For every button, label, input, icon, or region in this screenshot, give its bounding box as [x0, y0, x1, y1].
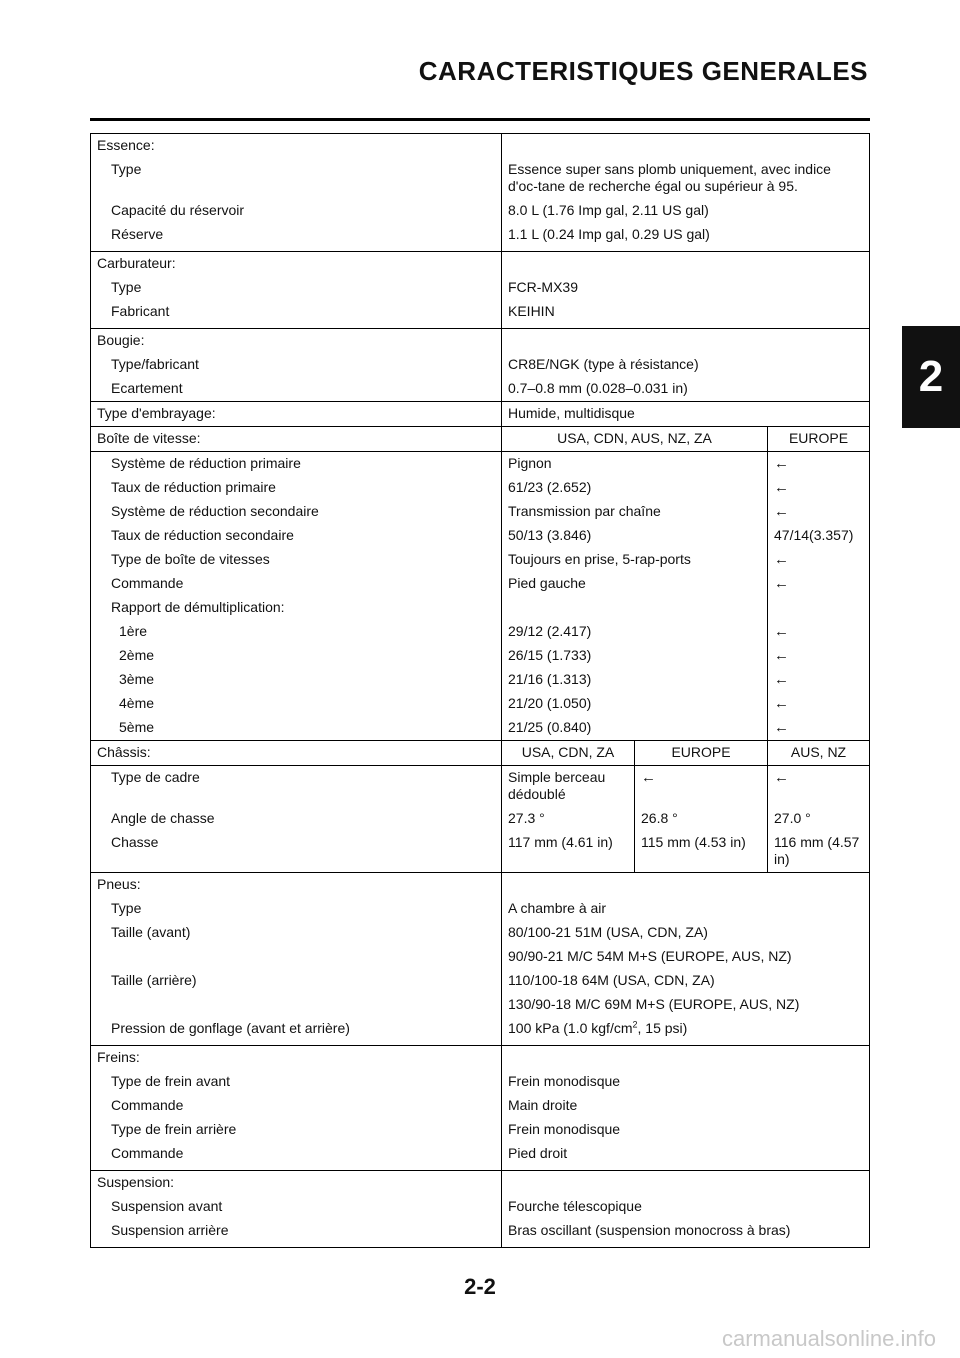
spec-label: Type [91, 276, 502, 300]
table-row [91, 1070, 870, 1094]
table-row [91, 134, 870, 159]
section-heading-chassis: Châssis: [91, 741, 502, 766]
spec-label: Commande [91, 572, 502, 596]
table-row [91, 969, 870, 993]
gear-label: 2ème [91, 644, 502, 668]
superscript: 2 [632, 1019, 638, 1030]
spec-value: 50/13 (3.846) [502, 524, 768, 548]
table-row [91, 644, 870, 668]
spec-label: Pression de gonflage (avant et arrière) [91, 1017, 502, 1046]
table-row [91, 158, 870, 199]
spec-value: Fourche télescopique [508, 1198, 642, 1214]
spec-label: Chasse [91, 831, 502, 873]
spec-label: Type de frein arrière [91, 1118, 502, 1142]
spec-value: Pied droit [508, 1145, 568, 1161]
spec-value: 47/14(3.357) [774, 527, 854, 543]
table-row [91, 572, 870, 596]
same-as-left-arrow: ← [774, 719, 789, 736]
spec-label: Ecartement [91, 377, 502, 402]
spec-label: Suspension arrière [91, 1219, 502, 1248]
spec-value: Bras oscillant (suspension monocross à bras) [508, 1222, 791, 1238]
spec-value: Humide, multidisque [502, 402, 870, 427]
spec-label: Rapport de démultiplication: [91, 596, 502, 620]
section-heading-fuel: Essence: [91, 134, 502, 159]
spec-value: 29/12 (2.417) [502, 620, 768, 644]
section-heading-brakes: Freins: [91, 1046, 502, 1071]
same-as-left-arrow: ← [774, 551, 789, 568]
spec-label: Type [91, 897, 502, 921]
spec-label: Type [91, 158, 502, 199]
column-header: USA, CDN, ZA [502, 741, 635, 766]
table-row [91, 452, 870, 477]
table-row [91, 897, 870, 921]
table-row [91, 252, 870, 277]
spec-value: 21/25 (0.840) [502, 716, 768, 741]
page-number: 2-2 [464, 1274, 496, 1299]
gear-label: 5ème [91, 716, 502, 741]
table-row [91, 476, 870, 500]
table-row [91, 1094, 870, 1118]
spec-value: Essence super sans plomb uniquement, avec indice d'oc-tane de recherche égal ou supérieur à 95. [508, 161, 831, 194]
same-as-left-arrow: ← [635, 766, 768, 808]
spec-value: KEIHIN [508, 303, 555, 319]
spec-value: 1.1 L (0.24 Imp gal, 0.29 US gal) [508, 226, 710, 242]
spec-value: 26/15 (1.733) [502, 644, 768, 668]
same-as-left-arrow: ← [774, 647, 789, 664]
spec-value: Frein monodisque [508, 1121, 621, 1137]
spec-label: Fabricant [91, 300, 502, 329]
spec-label: Taille (arrière) [91, 969, 502, 993]
table-row [91, 807, 870, 831]
same-as-left-arrow: ← [774, 671, 789, 688]
table-row [91, 1017, 870, 1046]
spec-value: 21/20 (1.050) [502, 692, 768, 716]
table-row [91, 620, 870, 644]
table-row [91, 427, 870, 452]
spec-label: Taux de réduction primaire [91, 476, 502, 500]
spec-value [502, 1017, 870, 1046]
table-row [91, 1171, 870, 1196]
spec-label: Commande [91, 1142, 502, 1171]
table-row [91, 377, 870, 402]
spec-value: Transmission par chaîne [502, 500, 768, 524]
spec-value: 80/100-21 51M (USA, CDN, ZA) [508, 924, 708, 940]
table-row [91, 1046, 870, 1071]
page-title: CARACTERISTIQUES GENERALES [418, 56, 868, 86]
spec-label: Type de boîte de vitesses [91, 548, 502, 572]
spec-value: Pignon [502, 452, 768, 477]
section-heading-spark-plug: Bougie: [91, 329, 502, 354]
table-row [91, 692, 870, 716]
section-heading-carburetor: Carburateur: [91, 252, 502, 277]
spec-value: Main droite [508, 1097, 578, 1113]
spec-value: 90/90-21 M/C 54M M+S (EUROPE, AUS, NZ) [508, 948, 792, 964]
table-row [91, 329, 870, 354]
gear-label: 4ème [91, 692, 502, 716]
spec-value: 130/90-18 M/C 69M M+S (EUROPE, AUS, NZ) [508, 996, 800, 1012]
table-row [91, 276, 870, 300]
column-header: EUROPE [768, 427, 870, 452]
section-heading-transmission: Boîte de vitesse: [91, 427, 502, 452]
spec-label: Angle de chasse [91, 807, 502, 831]
spec-value: Pied gauche [502, 572, 768, 596]
spec-label: Capacité du réservoir [91, 199, 502, 223]
spec-label: Taux de réduction secondaire [91, 524, 502, 548]
same-as-left-arrow: ← [774, 455, 789, 472]
table-row [91, 524, 870, 548]
column-header: EUROPE [635, 741, 768, 766]
spec-label: Système de réduction primaire [91, 452, 502, 477]
spec-value: Frein monodisque [508, 1073, 621, 1089]
spec-value: 116 mm (4.57 in) [774, 834, 860, 867]
same-as-left-arrow: ← [774, 769, 789, 786]
table-row [91, 1142, 870, 1171]
table-row [91, 668, 870, 692]
pressure-text: 100 kPa (1.0 kgf/cm [508, 1020, 633, 1036]
pressure-text: , 15 psi) [637, 1020, 688, 1036]
section-heading-suspension: Suspension: [91, 1171, 502, 1196]
table-row [91, 993, 870, 1017]
table-row [91, 353, 870, 377]
table-row [91, 716, 870, 741]
table-row [91, 1118, 870, 1142]
header-rule [90, 118, 870, 121]
spec-label: Réserve [91, 223, 502, 252]
table-row [91, 199, 870, 223]
spec-value: 61/23 (2.652) [502, 476, 768, 500]
spec-value: 8.0 L (1.76 Imp gal, 2.11 US gal) [508, 202, 709, 218]
spec-label: Type de frein avant [91, 1070, 502, 1094]
same-as-left-arrow: ← [774, 503, 789, 520]
spec-value: 110/100-18 64M (USA, CDN, ZA) [508, 972, 715, 988]
same-as-left-arrow: ← [774, 695, 789, 712]
table-row [91, 945, 870, 969]
same-as-left-arrow: ← [774, 575, 789, 592]
spec-label: Suspension avant [91, 1195, 502, 1219]
spec-value: FCR-MX39 [508, 279, 579, 295]
table-row [91, 831, 870, 873]
table-row [91, 1219, 870, 1248]
spec-value: A chambre à air [508, 900, 607, 916]
spec-value: 0.7–0.8 mm (0.028–0.031 in) [508, 380, 688, 396]
spec-value: 27.0 ° [774, 810, 811, 826]
spec-value: 117 mm (4.61 in) [502, 831, 635, 873]
table-row [91, 402, 870, 427]
spec-label: Type d'embrayage: [91, 402, 502, 427]
same-as-left-arrow: ← [774, 479, 789, 496]
spec-value: 115 mm (4.53 in) [635, 831, 768, 873]
section-heading-tires: Pneus: [91, 873, 502, 898]
table-row [91, 741, 870, 766]
table-row [91, 300, 870, 329]
watermark: carmanualsonline.info [721, 1326, 936, 1351]
table-row [91, 500, 870, 524]
gear-label: 3ème [91, 668, 502, 692]
table-row [91, 596, 870, 620]
column-header: USA, CDN, AUS, NZ, ZA [502, 427, 768, 452]
spec-label: Type de cadre [91, 766, 502, 808]
same-as-left-arrow: ← [774, 623, 789, 640]
table-row [91, 548, 870, 572]
spec-label: Système de réduction secondaire [91, 500, 502, 524]
spec-value: 27.3 ° [502, 807, 635, 831]
column-header: AUS, NZ [768, 741, 870, 766]
gear-label: 1ère [91, 620, 502, 644]
spec-label: Type/fabricant [91, 353, 502, 377]
table-row [91, 921, 870, 945]
table-row [91, 1195, 870, 1219]
chapter-tab: 2 [902, 326, 960, 428]
spec-value: 26.8 ° [635, 807, 768, 831]
spec-table [90, 133, 870, 1248]
table-row [91, 223, 870, 252]
table-row [91, 873, 870, 898]
spec-value: CR8E/NGK (type à résistance) [508, 356, 699, 372]
spec-value: Toujours en prise, 5-rap-ports [502, 548, 768, 572]
spec-value: 21/16 (1.313) [502, 668, 768, 692]
table-row [91, 766, 870, 808]
spec-label: Taille (avant) [91, 921, 502, 945]
spec-label: Commande [91, 1094, 502, 1118]
spec-value: Simple berceau dédoublé [502, 766, 635, 808]
